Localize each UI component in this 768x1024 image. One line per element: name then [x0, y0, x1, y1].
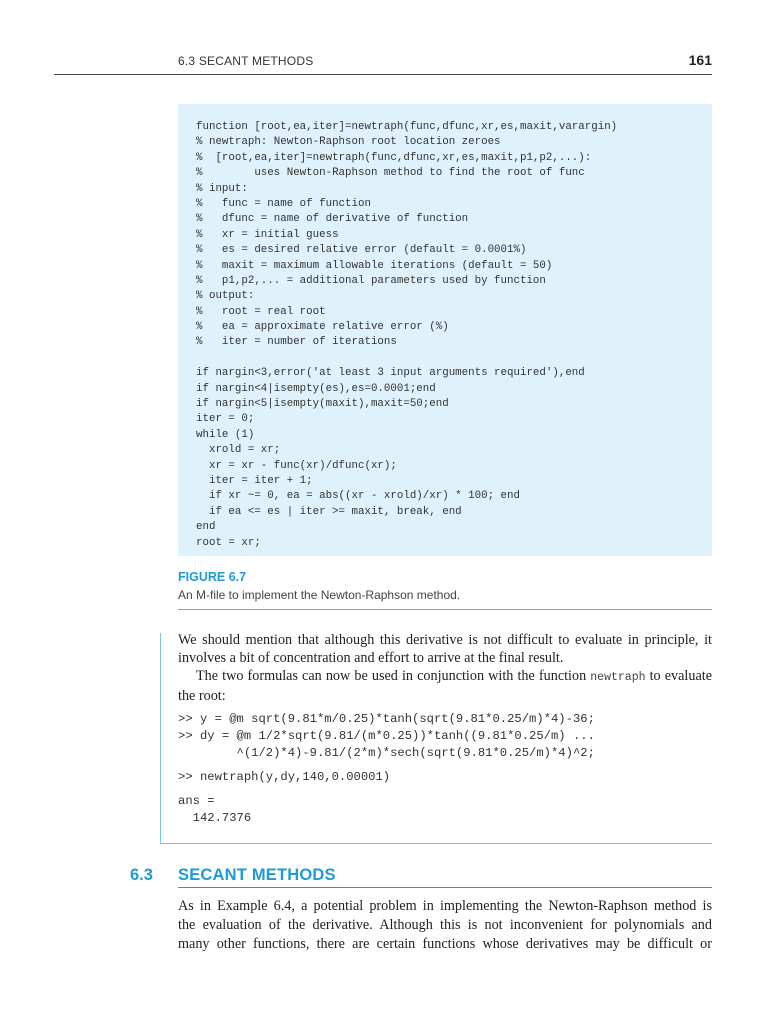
code-line: % output:: [196, 290, 255, 303]
code-listing: [196, 120, 617, 551]
section-title: SECANT METHODS: [178, 866, 336, 884]
code-line: if nargin<5|isempty(maxit),maxit=50;end: [196, 398, 449, 411]
page-number: 161: [688, 52, 712, 68]
output-block: ans = 142.7376: [178, 794, 252, 825]
running-title: 6.3 SECANT METHODS: [178, 54, 314, 68]
paragraph-text: to evaluate the root:: [178, 668, 712, 704]
code-line: function [root,ea,iter]=newtraph(func,dfunc,xr,es,maxit,varargin): [196, 121, 618, 133]
example-paragraph-1: We should mention that although this derivative is not difficult to evaluate in principle, it involves a bit of concentration and effort to arrive at the final result.: [178, 632, 712, 666]
example-block: [160, 633, 712, 845]
example-bottom-rule: [160, 843, 712, 844]
code-line: % es = desired relative error (default = 0.0001%): [196, 244, 527, 257]
code-line: % ea = approximate relative error (%): [196, 321, 449, 334]
code-line: % uses Newton-Raphson method to find the root of func: [196, 167, 585, 180]
code-line: % p1,p2,... = additional parameters used by function: [196, 274, 546, 287]
code-line: % func = name of function: [196, 197, 371, 210]
code-line: iter = 0;: [196, 413, 255, 426]
body-line: many other functions, there are certain functions whose derivatives may be difficult or: [178, 936, 712, 952]
example-paragraph-2: [178, 667, 712, 705]
code-line: if nargin<4|isempty(es),es=0.0001;end: [196, 382, 436, 395]
command-block-1: >> y = @m sqrt(9.81*m/0.25)*tanh(sqrt(9.81*0.25/m)*4)-36; >> dy = @m 1/2*sqrt(9.81/(m*0.25))*tanh((9.81*0.25/m) ... ^(1/2)*4)-9.81/(2*m)*sech(sqrt(9.81*0.25/m)*4)^2;: [178, 712, 595, 760]
figure-caption: An M-file to implement the Newton-Raphson method.: [178, 588, 461, 602]
code-line: % root = real root: [196, 305, 326, 318]
code-line: [196, 351, 617, 366]
code-line: xrold = xr;: [196, 444, 281, 457]
running-header: [178, 54, 712, 72]
code-line: xr = xr - func(xr)/dfunc(xr);: [196, 459, 397, 472]
code-listing-box: [178, 104, 712, 556]
code-line: if xr ~= 0, ea = abs((xr - xrold)/xr) * 100; end: [196, 490, 520, 503]
code-line: if ea <= es | iter >= maxit, break, end: [196, 505, 462, 518]
code-line: % dfunc = name of derivative of function: [196, 213, 469, 226]
body-line: As in Example 6.4, a potential problem in implementing the Newton-Raphson method is: [178, 898, 712, 914]
code-line: iter = iter + 1;: [196, 474, 313, 487]
section-number: 6.3: [130, 866, 153, 884]
code-line: % newtraph: Newton-Raphson root location zeroes: [196, 136, 501, 149]
figure-rule: [178, 609, 712, 610]
command-block-2: >> newtraph(y,dy,140,0.00001): [178, 770, 391, 784]
code-line: while (1): [196, 428, 255, 441]
code-line: end: [196, 521, 216, 534]
code-line: % maxit = maximum allowable iterations (default = 50): [196, 259, 553, 272]
section-rule: [178, 887, 712, 888]
code-line: % input:: [196, 182, 248, 195]
header-rule: [54, 74, 712, 75]
code-line: % [root,ea,iter]=newtraph(func,dfunc,xr,es,maxit,p1,p2,...):: [196, 151, 592, 164]
section-body-paragraph: [178, 897, 712, 954]
code-line: if nargin<3,error('at least 3 input arguments required'),end: [196, 367, 585, 380]
example-left-bar: [160, 633, 161, 843]
code-line: root = xr;: [196, 536, 261, 549]
inline-code-newtraph: newtraph: [590, 671, 646, 684]
body-line: the evaluation of the derivative. Although this is not inconvenient for polynomials and: [178, 917, 712, 933]
paragraph-text: The two formulas can now be used in conjunction with the function: [196, 668, 591, 684]
code-line: % xr = initial guess: [196, 228, 339, 241]
figure-label: FIGURE 6.7: [178, 570, 247, 584]
code-line: % iter = number of iterations: [196, 336, 397, 349]
